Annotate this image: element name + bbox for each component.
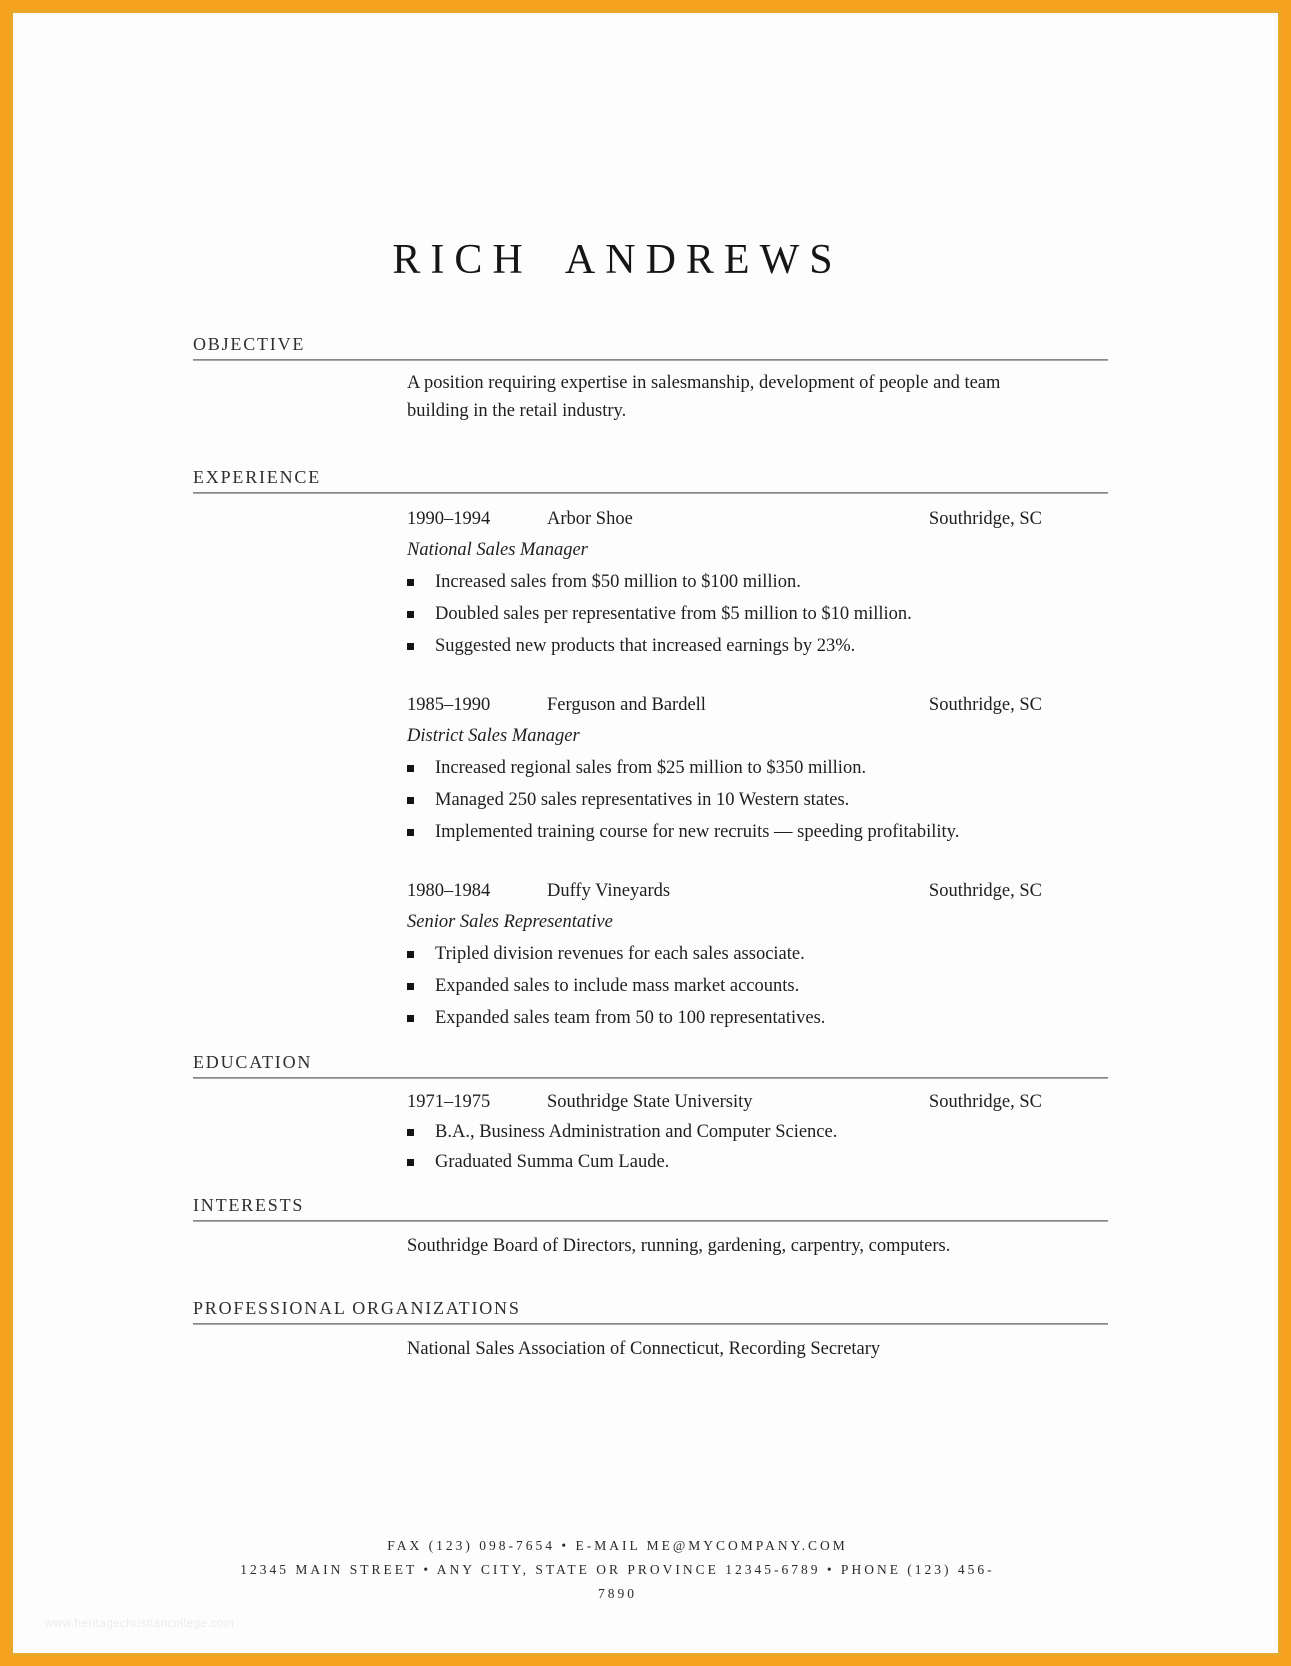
job-dates: 1985–1990	[407, 695, 491, 715]
list-item	[407, 784, 1042, 816]
section-interests	[193, 1193, 1108, 1260]
list-item	[407, 752, 1042, 784]
bullet-square-icon	[407, 951, 414, 958]
job-bullet-list	[407, 752, 1042, 848]
list-item	[407, 598, 1042, 630]
education-dates: 1971–1975	[407, 1092, 491, 1112]
job-dates: 1990–1994	[407, 509, 491, 529]
bullet-square-icon	[407, 579, 414, 586]
job-bullet-list	[407, 566, 1042, 662]
list-item	[407, 816, 1042, 848]
bullet-text: Graduated Summa Cum Laude.	[435, 1152, 670, 1172]
bullet-square-icon	[407, 643, 414, 650]
education-school: Southridge State University	[547, 1092, 753, 1112]
job-header	[407, 504, 1042, 534]
list-item	[407, 970, 1042, 1002]
footer-fax-email-line: FAX (123) 098-7654 • E-MAIL ME@MYCOMPANY.COM	[387, 1538, 848, 1553]
section-divider	[193, 359, 1108, 361]
objective-text: A position requiring expertise in salesmanship, development of people and team building in the retail industry.	[407, 373, 1001, 421]
education-bullet-list	[407, 1117, 1042, 1177]
organizations-text: National Sales Association of Connecticut, Recording Secretary	[407, 1339, 881, 1359]
list-item	[407, 630, 1042, 662]
education-location: Southridge, SC	[928, 1092, 1042, 1112]
bullet-square-icon	[407, 1159, 414, 1166]
footer-address-phone-line: 12345 MAIN STREET • ANY CITY, STATE OR PROVINCE 12345-6789 • PHONE (123) 456-	[240, 1562, 995, 1577]
bullet-text: Suggested new products that increased earnings by 23%.	[435, 636, 856, 656]
list-item	[407, 1147, 1042, 1177]
section-education	[193, 1050, 1108, 1177]
bullet-text: Implemented training course for new recruits — speeding profitability.	[435, 822, 960, 842]
bullet-text: Expanded sales team from 50 to 100 representatives.	[435, 1008, 826, 1028]
bullet-square-icon	[407, 983, 414, 990]
job-location: Southridge, SC	[928, 509, 1042, 529]
section-divider	[193, 1077, 1108, 1079]
bullet-square-icon	[407, 611, 414, 618]
list-item	[407, 1002, 1042, 1034]
bullet-square-icon	[407, 765, 414, 772]
education-header	[407, 1087, 1042, 1117]
organizations-heading: PROFESSIONAL ORGANIZATIONS	[193, 1298, 521, 1318]
objective-heading: OBJECTIVE	[193, 334, 306, 354]
bullet-square-icon	[407, 1015, 414, 1022]
job-header	[407, 876, 1042, 906]
job-entry-ferguson-and-bardell	[407, 690, 1042, 848]
list-item	[407, 938, 1042, 970]
bullet-square-icon	[407, 1129, 414, 1136]
job-bullet-list	[407, 938, 1042, 1034]
bullet-text: Increased regional sales from $25 million to $350 million.	[435, 758, 867, 778]
section-divider	[193, 1220, 1108, 1222]
job-entry-arbor-shoe	[407, 504, 1042, 662]
job-dates: 1980–1984	[407, 881, 491, 901]
section-experience	[193, 465, 1108, 1034]
interests-heading: INTERESTS	[193, 1195, 305, 1215]
job-entry-duffy-vineyards	[407, 876, 1042, 1034]
job-location: Southridge, SC	[928, 881, 1042, 901]
watermark-text: www.heritagechristiancollege.com	[45, 1618, 235, 1630]
bullet-text: B.A., Business Administration and Computer Science.	[435, 1122, 838, 1142]
interests-text: Southridge Board of Directors, running, gardening, carpentry, computers.	[407, 1236, 951, 1256]
job-company: Ferguson and Bardell	[547, 695, 706, 715]
section-objective	[193, 332, 1108, 425]
job-title: Senior Sales Representative	[407, 912, 613, 932]
job-company: Arbor Shoe	[547, 509, 633, 529]
bullet-square-icon	[407, 797, 414, 804]
section-professional-organizations	[193, 1296, 1108, 1363]
section-divider	[193, 492, 1108, 494]
job-title: District Sales Manager	[407, 726, 580, 746]
education-heading: EDUCATION	[193, 1052, 313, 1072]
page-title: RICH ANDREWS	[392, 237, 843, 284]
experience-heading: EXPERIENCE	[193, 467, 321, 487]
footer-phone-wrap-line: 7890	[598, 1586, 637, 1601]
bullet-square-icon	[407, 829, 414, 836]
bullet-text: Managed 250 sales representatives in 10 Western states.	[435, 790, 850, 810]
job-location: Southridge, SC	[928, 695, 1042, 715]
job-header	[407, 690, 1042, 720]
job-company: Duffy Vineyards	[547, 881, 671, 901]
contact-footer	[193, 1528, 1042, 1606]
bullet-text: Expanded sales to include mass market accounts.	[435, 976, 800, 996]
bullet-text: Doubled sales per representative from $5 million to $10 million.	[435, 604, 912, 624]
job-title: National Sales Manager	[407, 540, 588, 560]
list-item	[407, 1117, 1042, 1147]
section-divider	[193, 1323, 1108, 1325]
list-item	[407, 566, 1042, 598]
bullet-text: Increased sales from $50 million to $100 million.	[435, 572, 801, 592]
bullet-text: Tripled division revenues for each sales associate.	[435, 944, 805, 964]
